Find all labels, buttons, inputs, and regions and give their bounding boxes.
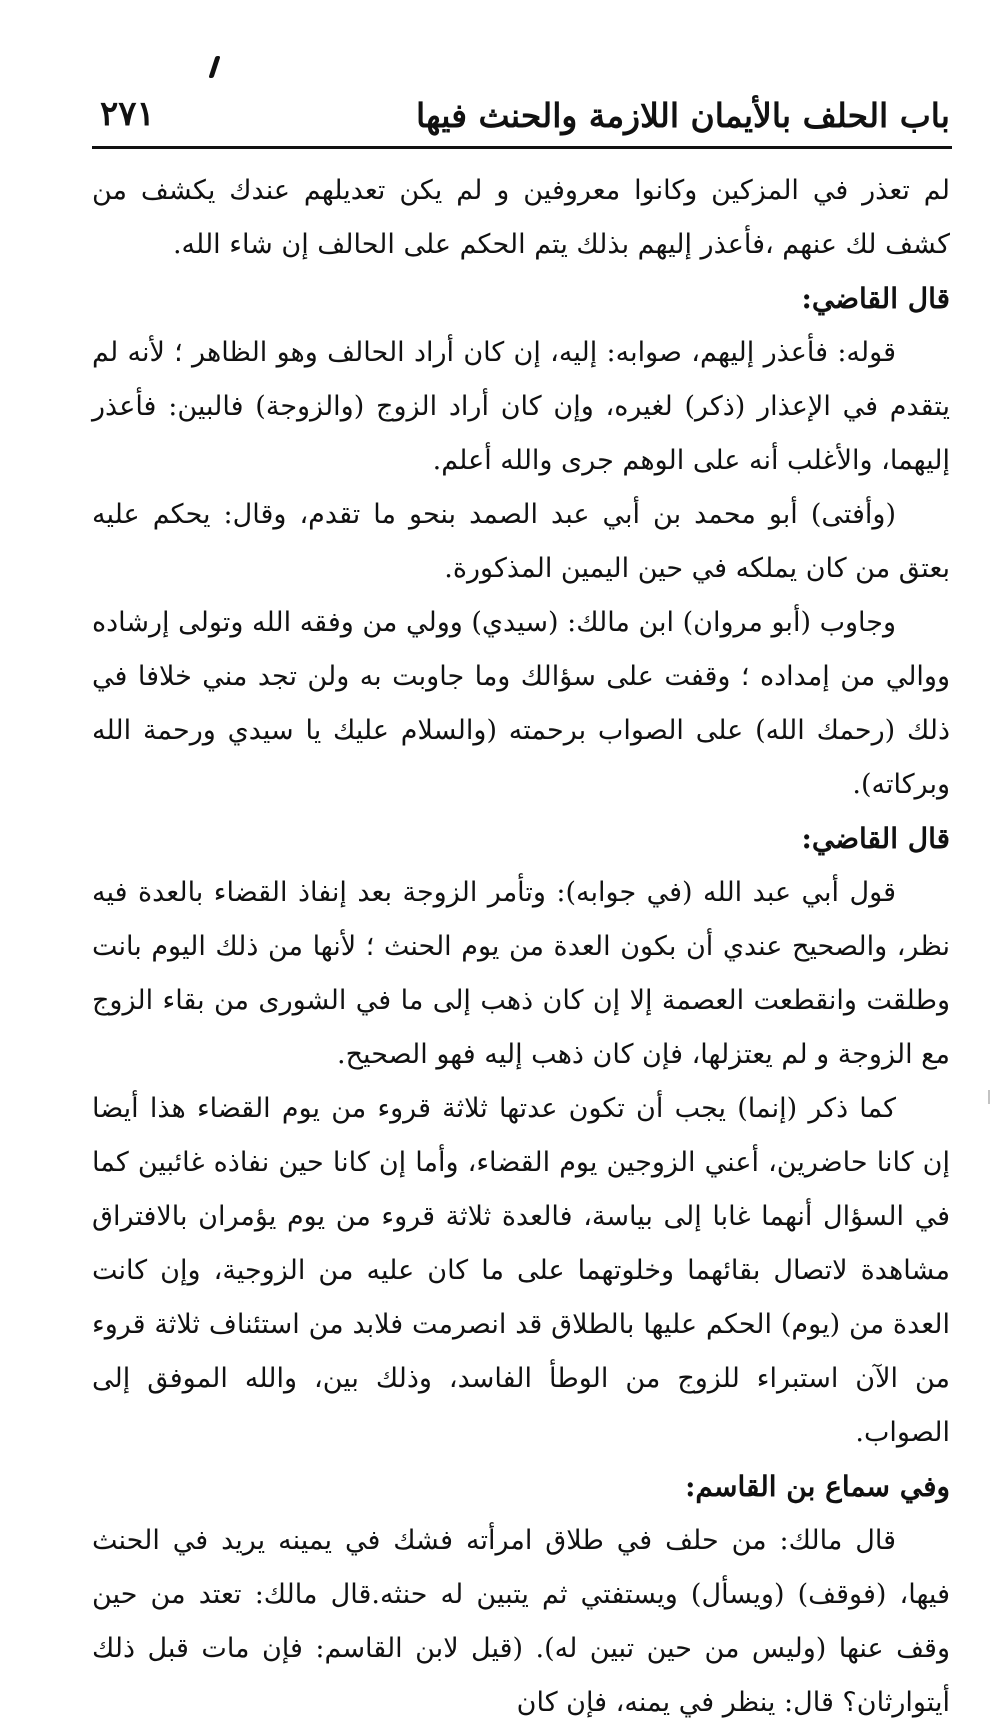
page-header	[92, 88, 950, 144]
page-body	[92, 164, 950, 1730]
body-paragraph: قول أبي عبد الله (في جوابه): وتأمر الزوجة بعد إنفاذ القضاء بالعدة فيه نظر، والصحيح عندي أن بكون العدة من يوم الحنث ؛ لأنها من ذلك اليوم بانت وطلقت وانقطعت العصمة إلا إن كان ذهب إلى ما في الشورى من بقاء الزوج مع الزوجة و لم يعتزلها، فإن كان ذهب إليه فهو الصحيح.	[92, 877, 950, 1070]
page-number: ٢٧١	[100, 94, 155, 134]
body-paragraph: قال مالك: من حلف في طلاق امرأته فشك في يمينه يريد في الحنث فيها، (فوقف) (ويسأل) ويستفتي ثم يتبين له حنثه.قال مالك: تعتد من حين وقف عنها (وليس من حين تبين له). (قيل لابن القاسم: فإن مات قبل ذلك أيتوارثان؟ قال: ينظر في يمنه، فإن كان	[92, 1525, 950, 1718]
body-paragraph: (وأفتى) أبو محمد بن أبي عبد الصمد بنحو ما تقدم، وقال: يحكم عليه بعتق من كان يملكه في حين اليمين المذكورة.	[92, 499, 950, 584]
body-paragraph: وجاوب (أبو مروان) ابن مالك: (سيدي) وولي من وفقه الله وتولى إرشاده ووالي من إمداده ؛ وقفت على سؤالك وما جاوبت به ولن تجد مني خلافا في ذلك (رحمك الله) على الصواب برحمته (والسلام عليك يا سيدي ورحمة الله وبركاته).	[92, 607, 950, 800]
section-heading: قال القاضي:	[801, 822, 950, 855]
section-heading: وفي سماع بن القاسم:	[685, 1470, 950, 1503]
ink-mark	[208, 56, 220, 78]
section-heading: قال القاضي:	[801, 282, 950, 315]
scan-artifact	[988, 1090, 990, 1104]
running-title: باب الحلف بالأيمان اللازمة والحنث فيها	[415, 96, 950, 135]
header-divider	[92, 146, 952, 149]
body-paragraph: لم تعذر في المزكين وكانوا معروفين و لم يكن تعديلهم عندك يكشف من كشف لك عنهم ،فأعذر إليهم بذلك يتم الحكم على الحالف إن شاء الله.	[92, 175, 950, 260]
body-paragraph: قوله: فأعذر إليهم، صوابه: إليه، إن كان أراد الحالف وهو الظاهر ؛ لأنه لم يتقدم في الإعذار (ذكر) لغيره، وإن كان أراد الزوج (والزوجة) فالبين: فأعذر إليهما، والأغلب أنه على الوهم جرى والله أعلم.	[92, 337, 950, 476]
body-paragraph: كما ذكر (إنما) يجب أن تكون عدتها ثلاثة قروء من يوم القضاء هذا أيضا إن كانا حاضرين، أعني الزوجين يوم القضاء، وأما إن كانا حين نفاذه غائبين كما في السؤال أنهما غابا إلى بياسة، فالعدة ثلاثة قروء من يوم يؤمران بالافتراق مشاهدة لاتصال بقائهما وخلوتهما على ما كان عليه من الزوجية، وإن كانت العدة من (يوم) الحكم عليها بالطلاق قد انصرمت فلابد من استئناف ثلاثة قروء من الآن استبراء للزوج من الوطأ الفاسد، وذلك بين، والله الموفق إلى الصواب.	[92, 1093, 950, 1448]
